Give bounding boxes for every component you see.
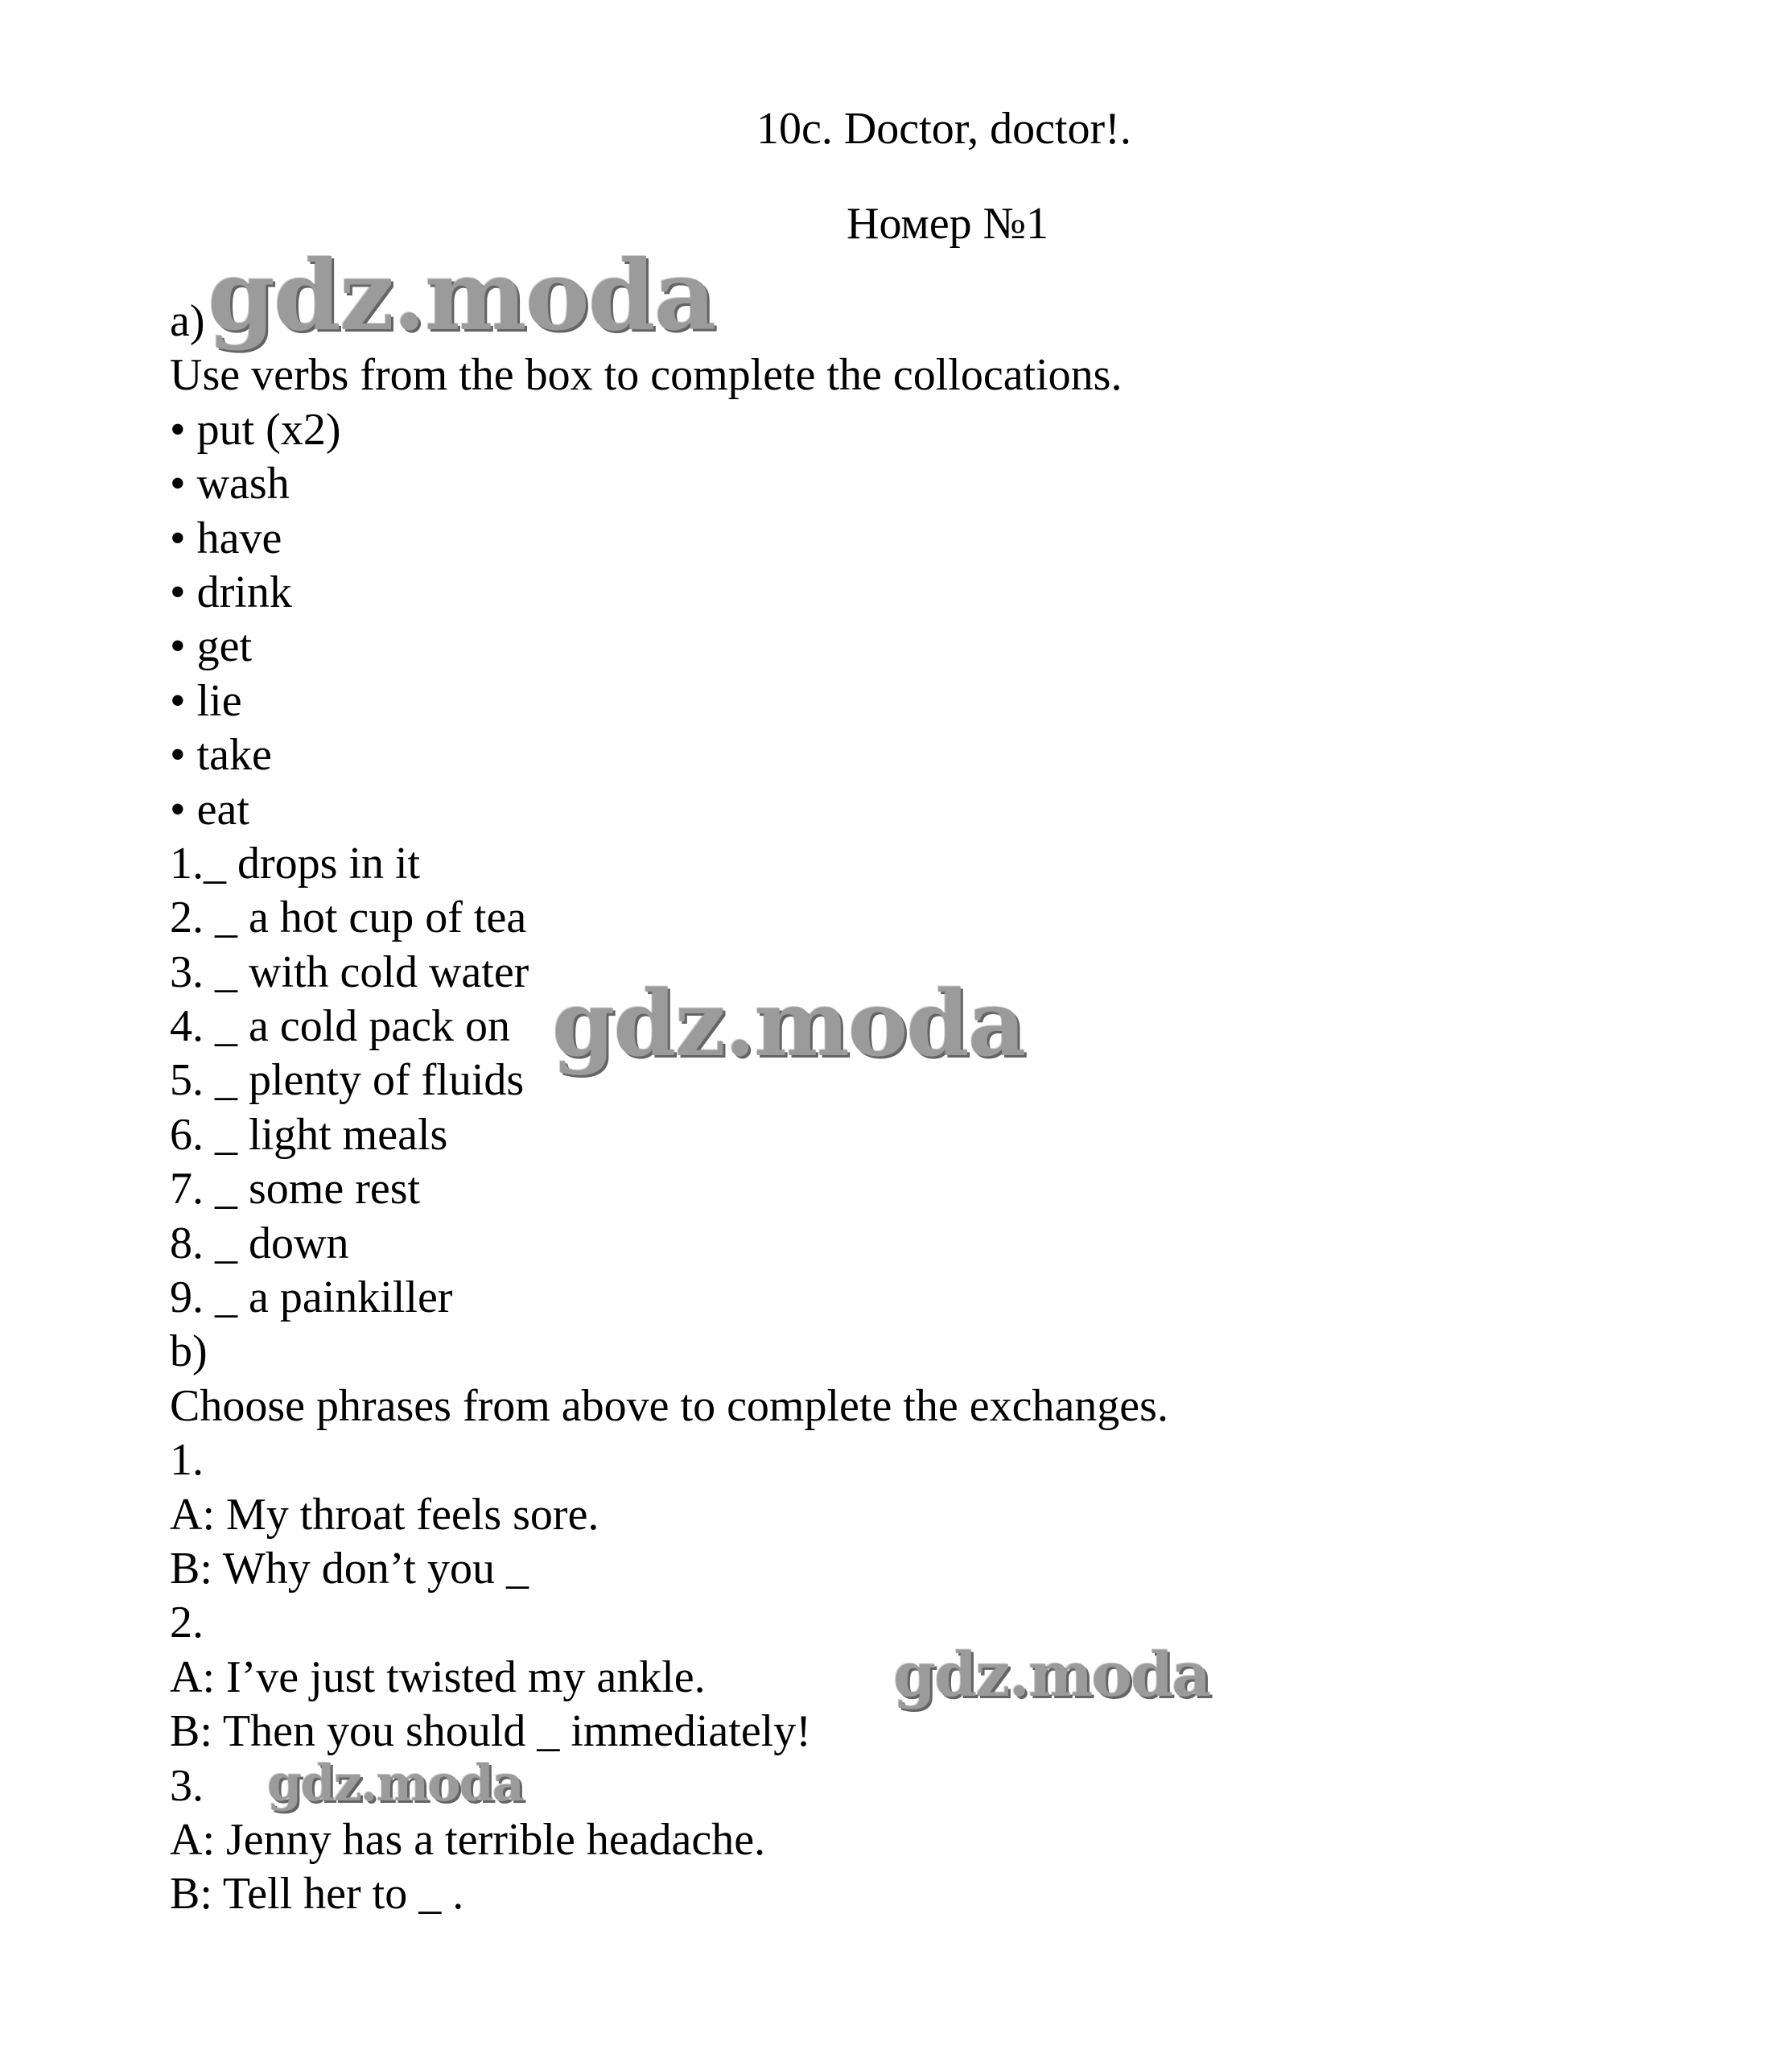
collocation-item: 1._ drops in it bbox=[170, 838, 421, 889]
verb-item: • take bbox=[170, 730, 272, 781]
exchange-number: 3. bbox=[170, 1760, 204, 1811]
collocation-item: 4. _ a cold pack on bbox=[170, 1001, 510, 1052]
exchange-number: 1. bbox=[170, 1435, 204, 1486]
page-title: 10c. Doctor, doctor!. bbox=[756, 104, 1131, 154]
verb-item: • put (x2) bbox=[170, 404, 341, 455]
watermark: gdz.moda bbox=[552, 971, 1025, 1077]
collocation-item: 9. _ a painkiller bbox=[170, 1272, 453, 1323]
part-a-instruction: Use verbs from the box to complete the collocations. bbox=[170, 350, 1123, 401]
collocation-item: 8. _ down bbox=[170, 1218, 349, 1268]
part-a-label: a) bbox=[170, 296, 205, 346]
exercise-number: Номер №1 bbox=[847, 199, 1049, 249]
verb-item: • wash bbox=[170, 459, 290, 509]
exchange-number: 2. bbox=[170, 1598, 204, 1648]
verb-item: • have bbox=[170, 513, 282, 563]
watermark: gdz.moda bbox=[267, 1754, 523, 1812]
verb-item: • get bbox=[170, 621, 253, 672]
exchange-line: B: Then you should _ immediately! bbox=[170, 1706, 811, 1757]
part-b-label: b) bbox=[170, 1326, 208, 1377]
collocation-item: 7. _ some rest bbox=[170, 1164, 421, 1214]
part-b-instruction: Choose phrases from above to complete the exchanges. bbox=[170, 1380, 1168, 1431]
verb-item: • drink bbox=[170, 567, 292, 617]
collocation-item: 6. _ light meals bbox=[170, 1109, 448, 1160]
exchange-line: B: Tell her to _ . bbox=[170, 1869, 464, 1920]
exchange-line: A: I’ve just twisted my ankle. bbox=[170, 1652, 706, 1702]
verb-item: • eat bbox=[170, 784, 249, 835]
verb-item: • lie bbox=[170, 675, 242, 726]
watermark: gdz.moda bbox=[893, 1639, 1210, 1710]
exchange-line: A: Jenny has a terrible headache. bbox=[170, 1814, 766, 1865]
exchange-line: B: Why don’t you _ bbox=[170, 1543, 529, 1594]
collocation-item: 5. _ plenty of fluids bbox=[170, 1055, 525, 1106]
collocation-item: 2. _ a hot cup of tea bbox=[170, 893, 527, 943]
watermark: gdz.moda bbox=[208, 239, 715, 353]
exchange-line: A: My throat feels sore. bbox=[170, 1489, 599, 1540]
collocation-item: 3. _ with cold water bbox=[170, 946, 529, 997]
